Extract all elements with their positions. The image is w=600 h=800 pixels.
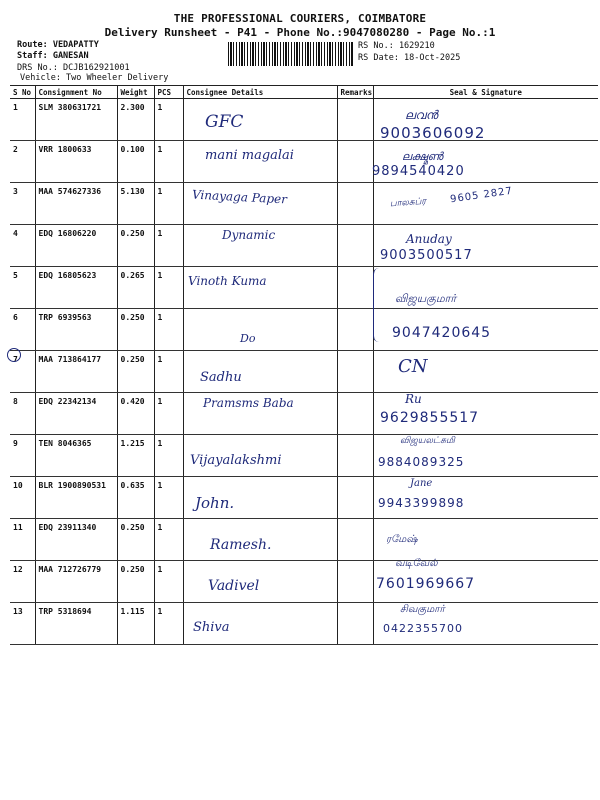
signature-handwriting: Anuday	[406, 232, 452, 246]
signature-handwriting: Ru	[405, 392, 422, 406]
table-row: 5 EDQ 16805623 0.265 1	[10, 267, 598, 309]
consignee-handwriting: Shiva	[193, 620, 230, 635]
table-row: 12 MAA 712726779 0.250 1	[10, 561, 598, 603]
phone-handwriting: 9629855517	[380, 410, 480, 426]
col-remarks: Remarks	[337, 86, 373, 99]
route-label: Route: VEDAPATTY	[17, 40, 99, 50]
consignee-handwriting: mani magalai	[205, 148, 294, 163]
table-row: 1 SLM 380631721 2.300 1	[10, 99, 598, 141]
table-row: 6 TRP 6939563 0.250 1	[10, 309, 598, 351]
phone-handwriting: 9884089325	[378, 455, 465, 469]
signature-handwriting: வடிவேல்	[395, 558, 438, 569]
sheet-subtitle: Delivery Runsheet - P41 - Phone No.:9047080280 - Page No.:1	[104, 26, 496, 39]
signature-handwriting: Jane	[410, 478, 433, 489]
barcode-icon	[228, 42, 353, 66]
drs-number: DRS No.: DCJB162921001	[17, 63, 130, 73]
table-row: 3 MAA 574627336 5.130 1	[10, 183, 598, 225]
consignee-handwriting: Sadhu	[200, 370, 242, 385]
signature-handwriting: ലക്ഷ്മൺ	[402, 150, 443, 163]
col-signature: Seal & Signature	[373, 86, 598, 99]
table-row: 4 EDQ 16806220 0.250 1	[10, 225, 598, 267]
staff-label: Staff: GANESAN	[17, 51, 89, 61]
phone-handwriting: 9894540420	[372, 164, 465, 179]
phone-handwriting: 9003500517	[380, 248, 473, 263]
consignee-handwriting: Dynamic	[222, 228, 276, 242]
table-row: 10 BLR 1900890531 0.635 1	[10, 477, 598, 519]
table-row: 9 TEN 8046365 1.215 1	[10, 435, 598, 477]
table-row: 13 TRP 5318694 1.115 1	[10, 603, 598, 645]
col-weight: Weight	[117, 86, 154, 99]
consignee-handwriting: John.	[195, 494, 235, 512]
phone-handwriting: 7601969667	[376, 576, 476, 592]
consignee-handwriting: Vinayaga Paper	[191, 187, 288, 207]
table-row: 7 MAA 713864177 0.250 1	[10, 351, 598, 393]
phone-handwriting: 0422355700	[383, 622, 463, 635]
signature-handwriting: விஜயலட்சுமி	[400, 436, 455, 446]
signature-handwriting: பாலசுப்ர	[389, 196, 427, 210]
circle-mark-icon	[7, 348, 21, 362]
consignee-handwriting: Do	[240, 332, 256, 345]
consignee-handwriting: Ramesh.	[210, 537, 272, 553]
col-pcs: PCS	[154, 86, 183, 99]
table-row: 11 EDQ 23911340 0.250 1	[10, 519, 598, 561]
rs-date: RS Date: 18-Oct-2025	[358, 53, 461, 63]
signature-handwriting: ரமேஷ்	[386, 534, 418, 545]
signature-handwriting: விஜயகுமார்	[395, 292, 457, 305]
vehicle-label: Vehicle: Two Wheeler Delivery	[20, 73, 169, 83]
phone-handwriting: 9003606092	[380, 124, 486, 142]
consignee-handwriting: Vadivel	[208, 578, 260, 594]
col-consignee: Consignee Details	[183, 86, 337, 99]
sheet-title: THE PROFESSIONAL COURIERS, COIMBATORE	[173, 12, 427, 25]
phone-handwriting: 9943399898	[378, 496, 465, 510]
runsheet-table	[10, 85, 598, 645]
phone-handwriting: 9605 2827	[449, 185, 514, 206]
brace-mark-icon	[373, 268, 382, 342]
consignee-handwriting: Vijayalakshmi	[190, 453, 282, 468]
consignee-handwriting: Vinoth Kuma	[188, 274, 267, 288]
signature-handwriting: சிவகுமார்	[400, 604, 445, 615]
table-row: 8 EDQ 22342134 0.420 1	[10, 393, 598, 435]
table-row: 2 VRR 1800633 0.100 1	[10, 141, 598, 183]
signature-handwriting: ലവൻ	[405, 108, 438, 122]
consignee-handwriting: GFC	[205, 112, 244, 132]
signature-handwriting: CN	[398, 356, 428, 377]
phone-handwriting: 9047420645	[392, 325, 492, 341]
col-consignment: Consignment No	[35, 86, 117, 99]
table-header-row	[10, 86, 598, 99]
col-sno: S No	[10, 86, 35, 99]
rs-number: RS No.: 1629210	[358, 41, 435, 51]
consignee-handwriting: Pramsms Baba	[203, 396, 294, 410]
